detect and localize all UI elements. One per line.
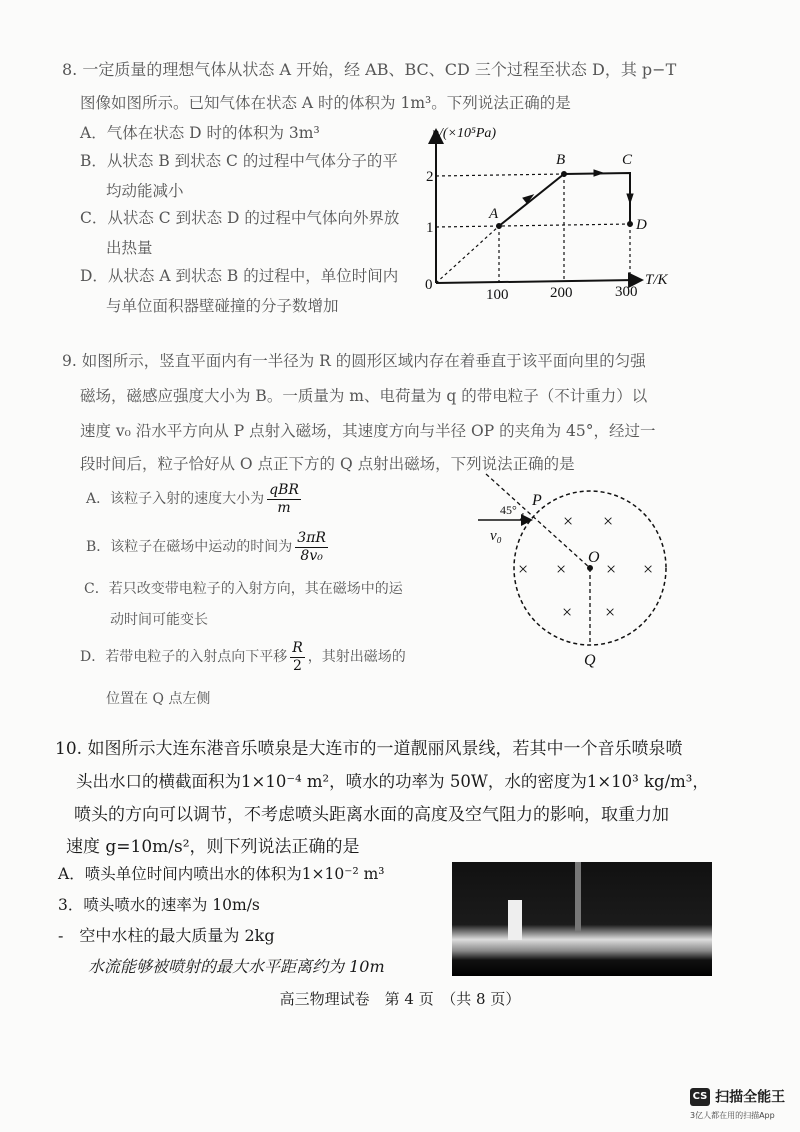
pt-graph	[436, 132, 640, 283]
page-footer: 高三物理试卷 第 4 页 （共 8 页）	[279, 990, 521, 1008]
q9-option-a	[86, 482, 304, 517]
q9-stem: 速度 v₀ 沿水平方向从 P 点射入磁场，其速度方向与半径 OP 的夹角为 45°，经过一	[80, 422, 656, 440]
q8-option-d: D．从状态 A 到状态 B 的过程中，单位时间内	[80, 267, 399, 285]
fountain-photo	[452, 862, 712, 976]
field-x: ×	[563, 511, 574, 531]
arrow-bc	[594, 170, 603, 176]
q8-option-c: 出热量	[106, 239, 153, 257]
field-x: ×	[556, 559, 567, 579]
point-c-label: C	[622, 152, 633, 168]
fraction-numerator: qBR	[269, 482, 299, 498]
q9-stem: 磁场，磁感应强度大小为 B。一质量为 m、电荷量为 q 的带电粒子（不计重力）以	[80, 387, 648, 405]
q8-option-d: 与单位面积器壁碰撞的分子数增加	[106, 297, 339, 315]
point-o-label: O	[588, 549, 600, 566]
q8-option-b: B．从状态 B 到状态 C 的过程中气体分子的平	[80, 152, 398, 170]
q10-stem: 头出水口的横截面积为1×10⁻⁴ m²，喷水的功率为 50W，水的密度为1×10³ kg/m³，	[76, 772, 709, 791]
q9-option-c: 动时间可能变长	[110, 612, 208, 628]
field-x: ×	[606, 559, 617, 579]
point-b-label: B	[556, 152, 566, 168]
scanner-watermark	[690, 1086, 785, 1121]
option-text: A．该粒子入射的速度大小为	[86, 491, 265, 508]
x-axis	[436, 280, 640, 283]
field-markers	[518, 511, 653, 622]
q8-stem: 图像如图所示。已知气体在状态 A 时的体积为 1m³。下列说法正确的是	[80, 94, 571, 112]
option-text: ，其射出磁场的	[307, 649, 406, 666]
y-tick: 1	[426, 220, 434, 236]
q9-stem: 9. 如图所示，竖直平面内有一半径为 R 的圆形区域内存在着垂直于该平面向里的匀强	[62, 352, 646, 370]
fraction-denominator: m	[277, 499, 291, 516]
x-axis-label: T/K	[645, 272, 668, 288]
fraction	[295, 530, 328, 565]
x-tick: 300	[615, 284, 638, 300]
q10-stem: 喷头的方向可以调节，不考虑喷头距离水面的高度及空气阻力的影响，取重力加	[74, 805, 669, 825]
q10-option-b: 3．喷头喷水的速率为 10m/s	[58, 896, 260, 914]
point-a-label: A	[489, 206, 499, 222]
field-x: ×	[518, 559, 529, 579]
velocity-label: v₀	[490, 528, 502, 544]
field-x: ×	[605, 602, 616, 622]
fraction	[290, 640, 305, 675]
point-d-label: D	[636, 217, 647, 233]
q9-option-d: 位置在 Q 点左侧	[106, 691, 211, 707]
fraction	[267, 482, 301, 517]
origin-label: 0	[425, 277, 433, 293]
fraction-denominator: 8v₀	[300, 547, 323, 564]
point-q-label: Q	[584, 652, 596, 669]
q9-option-d	[80, 640, 406, 675]
q9-option-c: C．若只改变带电粒子的入射方向，其在磁场中的运	[84, 581, 403, 597]
point-p-label: P	[532, 492, 542, 509]
q9-option-b	[86, 530, 331, 565]
fraction-numerator: R	[292, 640, 303, 656]
angle-label: 45°	[500, 503, 517, 517]
q8-option-b: 均动能减小	[106, 182, 184, 200]
arrow-cd	[627, 194, 633, 203]
watermark-name: 扫描全能王	[715, 1089, 786, 1106]
q10-stem: 10. 如图所示大连东港音乐喷泉是大连市的一道靓丽风景线，若其中一个音乐喷泉喷	[55, 739, 683, 759]
q10-option-a: A．喷头单位时间内喷出水的体积为1×10⁻² m³	[58, 865, 385, 883]
field-x: ×	[603, 511, 614, 531]
field-x: ×	[643, 559, 654, 579]
q8-option-a: A．气体在状态 D 时的体积为 3m³	[80, 124, 320, 142]
watermark-subtitle: 3亿人都在用的扫描App	[690, 1110, 775, 1120]
option-text: B．该粒子在磁场中运动的时间为	[86, 539, 293, 556]
q10-option-d: 水流能够被喷射的最大水平距离约为 10m	[88, 957, 385, 976]
q8-option-c: C．从状态 C 到状态 D 的过程中气体向外界放	[80, 209, 400, 227]
x-tick: 100	[486, 287, 509, 303]
q8-stem: 8. 一定质量的理想气体从状态 A 开始，经 AB、BC、CD 三个过程至状态 D，其 p−T	[62, 60, 677, 79]
fraction-denominator: 2	[293, 657, 302, 674]
q10-stem: 速度 g=10m/s²，则下列说法正确的是	[66, 837, 360, 857]
y-axis-label: p/(×10⁵Pa)	[432, 126, 497, 141]
fraction-numerator: 3πR	[297, 530, 326, 546]
q10-option-c: - 空中水柱的最大质量为 2kg	[58, 926, 275, 945]
x-tick: 200	[550, 285, 573, 301]
q9-stem: 段时间后，粒子恰好从 O 点正下方的 Q 点射出磁场，下列说法正确的是	[80, 455, 575, 473]
field-x: ×	[562, 602, 573, 622]
option-text: D．若带电粒子的入射点向下平移	[80, 649, 288, 666]
cs-logo-icon: CS	[690, 1088, 710, 1106]
y-tick: 2	[426, 169, 434, 185]
